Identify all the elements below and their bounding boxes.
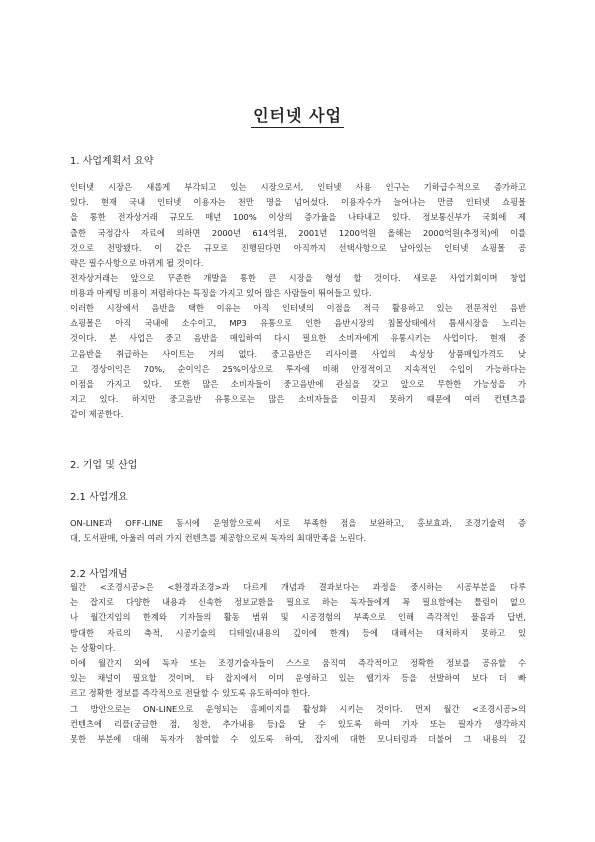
text-line: 있는 채널이 필요할 것이며, 타 잡지에서 이미 운영하고 있는 웹기자 등을 선발하여 보다 더 빠 (70, 673, 526, 684)
text-line: 인터넷 시장은 새롭게 부각되고 있는 시장으로서, 인터넷 사용 인구는 기하급수적으로 증가하고 (70, 182, 526, 192)
text-line: 같이 제공한다. (70, 409, 124, 420)
text-line: 는 잡지로 다양한 내용과 신속한 정보교환을 필요로 하는 독자들에게 꼭 필요함에는 틀림이 없으 (70, 597, 526, 608)
document-title (0, 103, 595, 126)
section-2-2-heading: 2.2 사업개념 (70, 569, 128, 580)
text-line: 그 방안으로는 ON-LINE으로 운영되는 홈페이지를 활성화 시키는 것이다. 먼저 월간 <조경시공>의 (70, 704, 526, 714)
text-line: 나 월간지임의 한계와 기자들의 활동 범위 및 시공경험의 부족으로 인해 즉각적인 물음과 답변, (70, 612, 526, 623)
section-2-2-paragraph-2 (70, 656, 526, 702)
section-1-paragraph-1 (70, 180, 526, 271)
document-title-text: 인터넷 사업 (251, 106, 344, 128)
text-line: 이러한 시장에서 음반을 택한 이유는 아직 인터넷의 이점을 적극 활용하고 있는 전문적인 음반 (70, 303, 526, 313)
section-1-heading: 1. 사업계획서 요약 (70, 156, 154, 167)
section-1-paragraph-2 (70, 271, 526, 301)
text-line: 월간 <조경시공>은 <환경과조경>과 다르게 개념과 결과보다는 과정을 중시하는 시공부분을 다루 (70, 582, 526, 592)
text-line: 고 경상이익은 70%, 순이익은 25%이상으로 투자에 비해 안정적이고 지속적인 수입이 가능하다는 (70, 363, 526, 374)
text-line: 이점을 가지고 있다. 또한 많은 소비자들이 중고음반에 관심을 갖고 앞으로 무한한 가능성을 가 (70, 379, 526, 390)
text-line: 것으로 전망됐다. 이 같은 규모로 진행된다면 아직까지 선택사항으로 남아있는 인터넷 쇼핑몰 공 (70, 242, 526, 253)
text-line: 방대한 자료의 축적, 시공기술의 디테일(내용의 깊이에 한계) 등에 대해서는 대처하지 못하고 있 (70, 627, 526, 638)
text-line: 있다. 현재 국내 인터넷 이용자는 천만 명을 넘어섰다. 이용자수가 늘어나는 만큼 인터넷 쇼핑몰 (70, 197, 526, 208)
text-line: 비용과 마케팅 비용이 저렴하다는 특징을 가지고 있어 많은 사람들이 뛰어들고 있다. (70, 288, 372, 299)
text-line: 이에 월간지 외에 독자 또는 조경기술자들이 스스로 움직여 즉각적이고 정확한 정보를 공유할 수 (70, 658, 526, 668)
text-line: ON-LINE과 OFF-LINE 동시에 운영함으로써 서로 부족한 점을 보완하고, 홍보효과, 조경기술력 증 (70, 518, 526, 528)
section-1-paragraph-3 (70, 301, 526, 423)
text-line: 출한 국정감사 자료에 의하면 2000년 614억원, 2001년 1200억원 올해는 2000억원(추정치)에 이를 (70, 227, 526, 238)
text-line: 못한 부분에 대해 독자가 참여할 수 있도록 하여, 잡지에 대한 모니터링과 더불어 그 내용의 깊 (70, 734, 526, 745)
section-2-2-paragraph-1 (70, 580, 526, 656)
text-line: 략은 필수사항으로 바뀌게 될 것이다. (70, 258, 204, 269)
text-line: 것이다. 본 사업은 중고 음반을 매입하여 다시 필요한 소비자에게 유통시키는 사업이다. 현재 중 (70, 333, 526, 344)
section-2-2-paragraph-3 (70, 702, 526, 748)
text-line: 르고 정확한 정보를 즉각적으로 전달할 수 있도록 유도하여야 한다. (70, 688, 311, 699)
text-line: 쇼핑몰은 아직 국내에 소수이고, MP3 유통으로 인한 음반시장의 침몰상태에서 틈새시장을 노리는 (70, 318, 526, 329)
text-line: 대, 도서판매, 아울러 여러 가지 컨텐츠를 제공함으로써 독자의 최대만족을 노린다. (70, 533, 367, 544)
text-line: 지고 있다. 하지만 중고음반 유통으로는 많은 소비자들을 이끌지 못하기 때문에 여러 컨텐츠를 (70, 394, 526, 405)
text-line: 전자상거래는 앞으로 꾸준한 개발을 통한 큰 시장을 형성 할 것이다. 새로운 사업기회이며 창업 (70, 273, 526, 283)
text-line: 컨텐츠에 리플(궁금한 점, 칭찬, 추가내용 등)을 달 수 있도록 하여 기자 또는 필자가 생각하지 (70, 719, 526, 730)
text-line: 는 상황이다. (70, 642, 116, 653)
section-2-1-paragraph (70, 516, 526, 546)
section-2-heading: 2. 기업 및 산업 (70, 460, 138, 471)
text-line: 고음반을 취급하는 사이트는 거의 없다. 중고음반은 리사이클 사업의 속성상 상품매입가격도 낮 (70, 348, 526, 359)
section-2-1-heading: 2.1 사업개요 (70, 492, 128, 503)
text-line: 을 통한 전자상거래 규모도 매년 100% 이상의 증가율을 나타내고 있다. 정보통신부가 국회에 제 (70, 212, 526, 223)
